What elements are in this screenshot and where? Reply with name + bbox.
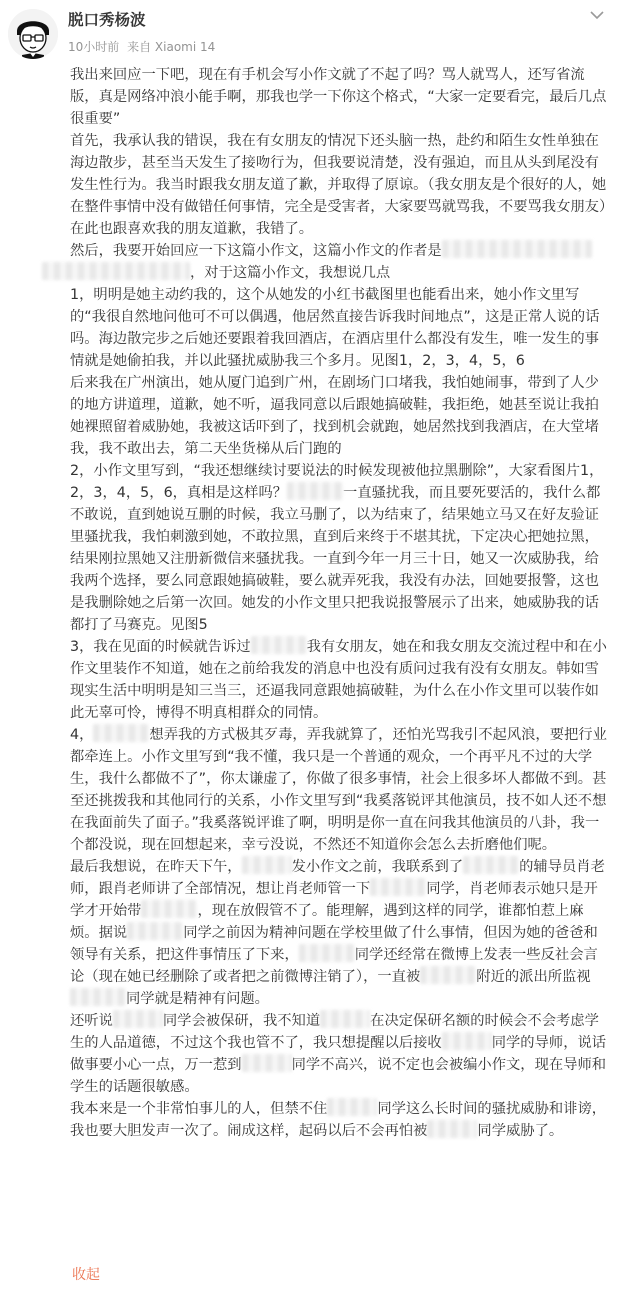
mosaic-redaction bbox=[463, 856, 519, 874]
paragraph-closing: 我本来是一个非常怕事儿的人，但禁不住 同学这么长时间的骚扰威胁和诽谤，我也要大胆发声一次了。闹成这样，起码以后不会再怕被 同学威胁了。 bbox=[70, 1098, 612, 1142]
mosaic-redaction bbox=[141, 900, 197, 918]
paragraph-guangzhou: 后来我在广州演出，她从厦门追到广州，在剧场门口堵我，我怕她闹事，带到了人少的地方讲道理，道歉，她不听，逼我同意以后跟她搞破鞋，我拒绝，她甚至说让我拍她裸照留着威胁她，我被这话吓到了，找到机会就跑，她居然找到我酒店，在大堂堵我，我不敢出去，第二天坐货梯从后门跑的 bbox=[70, 375, 599, 457]
mosaic-redaction bbox=[242, 856, 292, 874]
username[interactable]: 脱口秀杨波 bbox=[68, 11, 146, 29]
mosaic-redaction bbox=[420, 966, 476, 984]
paragraph-apology: 首先，我承认我的错误，我在有女朋友的情况下还头脑一热，赴约和陌生女性单独在海边散步，甚至当天发生了接吻行为，但我要说清楚，没有强迫，而且从头到尾没有发生性行为。我当时跟我女朋友道了歉，并取得了原谅。（我女朋友是个很好的人，她在整件事情中没有做错任何事情，完全是受害者，大家要骂就骂我，不要骂我女朋友）在此也跟喜欢我的朋友道歉，我错了。 bbox=[70, 133, 607, 237]
mosaic-redaction bbox=[113, 1010, 163, 1028]
mosaic-redaction bbox=[42, 262, 190, 280]
avatar-illustration bbox=[8, 9, 58, 59]
mosaic-redaction bbox=[370, 878, 426, 896]
mosaic-redaction bbox=[251, 636, 307, 654]
paragraph-intro: 我出来回应一下吧，现在有手机会写小作文就了不起了吗？骂人就骂人，还写省流版，真是网络冲浪小能手啊，那我也学一下你这个格式，“大家一定要看完，最后几点很重要” bbox=[70, 67, 607, 127]
paragraph-point-1: 1，明明是她主动约我的，这个从她发的小红书截图里也能看出来，她小作文里写的“我很自然地问他可不可以偶遇，他居然直接告诉我时间地点”，这是正常人说的话吗。海边散完步之后她还要跟着我回酒店，在酒店里什么都没有发生，唯一发生的事情就是她偷拍我，并以此骚扰威胁我三个多月。见图1，2，3，4，5，6 bbox=[70, 287, 600, 369]
chevron-down-icon[interactable] bbox=[586, 4, 608, 26]
mosaic-redaction bbox=[70, 988, 126, 1006]
mosaic-redaction bbox=[327, 1098, 377, 1116]
post-source: 来自 Xiaomi 14 bbox=[127, 40, 216, 54]
avatar[interactable] bbox=[8, 9, 58, 59]
paragraph-point-4: 4， 想弄我的方式极其歹毒，弄我就算了，还怕光骂我引不起风浪，要把行业都牵连上。小作文里写到“我不懂，我只是一个普通的观众，一个再平凡不过的大学生，我什么都做不了”，你太谦虚了，你做了很多事情，社会上很多坏人都做不到。甚至还挑拨我和其他同行的关系，小作文里写到“我奚落锐评其他演员，技不如人还不想在我面前失了面子。”我奚落锐评谁了啊，明明是你一直在问我其他演员的八卦，我一个都没说，现在回想起来，幸亏没说，不然还不知道你会怎么去折磨他们呢。 bbox=[70, 724, 612, 856]
paragraph-postgrad: 还听说 同学会被保研，我不知道 在决定保研名额的时候会不会考虑学生的人品道德，不过这个我也管不了，我只想提醒以后接收 同学的导师，说话做事要小心一点，万一惹到 同学不高兴，说不定也会被编小作文，现在导师和学生的话题很敏感。 bbox=[70, 1010, 612, 1098]
mosaic-redaction bbox=[320, 1010, 370, 1028]
post-meta bbox=[68, 38, 219, 56]
post-body bbox=[70, 64, 612, 1142]
mosaic-redaction bbox=[287, 482, 343, 500]
mosaic-redaction bbox=[442, 240, 592, 258]
mosaic-redaction bbox=[427, 1120, 477, 1138]
collapse-link[interactable]: 收起 bbox=[72, 1267, 100, 1283]
paragraph-point-2: 2，小作文里写到，“我还想继续讨要说法的时候发现被他拉黑删除”，大家看图片1，2，3，4，5，6，真相是这样吗？ 一直骚扰我，而且要死要活的，我什么都不敢说，直到她说互删的时候，我立马删了，以为结束了，结果她立马又在好友验证里骚扰我，我怕刺激到她，不敢拉黑，直到后来终于不堪其扰，下定决心把她拉黑，结果刚拉黑她又注册新微信来骚扰我。一直到今年一月三十日，她又一次威胁我，给我两个选择，要么同意跟她搞破鞋，要么就弄死我，我没有办法，回她要报警，这也是我删除她之后第一次回。她发的小作文里只把我说报警展示了出来，她威胁我的话都打了马赛克。见图5 bbox=[70, 463, 604, 633]
paragraph-response-start: 然后，我要开始回应一下这篇小作文，这篇小作文的作者是 ，对于这篇小作文，我想说几点 bbox=[70, 240, 612, 284]
mosaic-redaction bbox=[442, 1032, 492, 1050]
paragraph-final: 最后我想说，在昨天下午， 发小作文之前，我联系到了 的辅导员肖老师，跟肖老师讲了全部情况，想让肖老师管一下 同学，肖老师表示她只是开学才开始带 ，现在放假管不了。能理解，遇到这样的同学，谁都怕惹上麻烦。据说 同学之前因为精神问题在学校里做了什么事情，但因为她的爸爸和领导有关系，把这件事情压了下来， 同学还经常在微博上发表一些反社会言论（现在她已经删除了或者把之前微博注销了），一直被 附近的派出所监视同学就是精神有问题。 bbox=[70, 856, 612, 1010]
mosaic-redaction bbox=[127, 922, 183, 940]
mosaic-redaction bbox=[93, 724, 149, 742]
post-header bbox=[0, 0, 620, 64]
mosaic-redaction bbox=[299, 944, 355, 962]
post-time: 10小时前 bbox=[68, 40, 120, 54]
paragraph-point-3: 3，我在见面的时候就告诉过 我有女朋友，她在和我女朋友交流过程中和在小作文里装作不知道，她在之前给我发的消息中也没有质问过我有没有女朋友。韩如雪现实生活中明明是知三当三，还逼我同意跟她搞破鞋，为什么在小作文里可以装作如此无辜可怜，博得不明真相群众的同情。 bbox=[70, 636, 612, 724]
mosaic-redaction bbox=[242, 1054, 292, 1072]
